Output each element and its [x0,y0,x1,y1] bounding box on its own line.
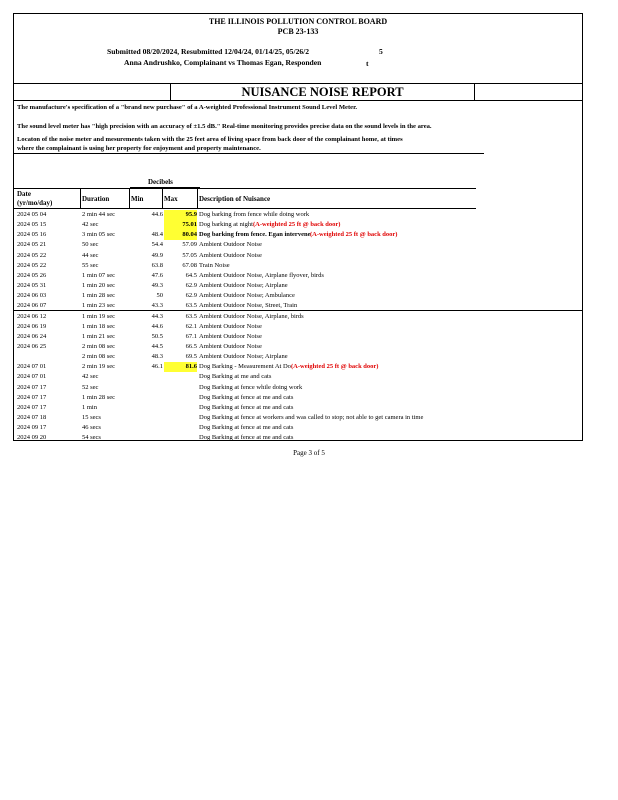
cell-max: 67.08 [182,261,197,269]
col-header-duration: Duration [82,195,110,203]
cell-date: 2024 05 22 [17,251,47,259]
cell-max: 80.04 [164,230,197,240]
cell-duration: 1 min 20 sec [82,282,116,290]
cell-description: Ambient Outdoor Noise, Street, Train [199,302,298,310]
cell-date: 2024 05 15 [17,221,47,229]
report-title: NUISANCE NOISE REPORT [170,83,475,100]
cell-max: 57.05 [182,251,197,259]
cell-duration: 54 secs [82,434,101,442]
cell-date: 2024 05 22 [17,261,47,269]
cell-min: 50 [156,292,163,300]
cell-duration: 2 min 08 sec [82,342,116,350]
cell-description: Dog Barking at fence while doing work [199,383,303,391]
cell-duration: 2 min 08 sec [82,353,116,361]
cell-description: Dog Barking at fence at me and cats [199,393,294,401]
col-header-description: Description of Nuisance [199,195,271,203]
cell-measurement-note: (A-weighted 25 ft @ back door) [253,221,341,229]
report-frame [13,13,583,441]
cell-duration: 55 sec [82,261,99,269]
cell-description: Dog Barking at me and cats [199,373,272,381]
cell-date: 2024 05 16 [17,231,47,239]
table-header-rule [14,208,476,209]
cell-description: Dog Barking at fence at workers and was called to stop; not able to get camera in time [199,414,424,421]
col-divider-2 [129,188,130,208]
cell-date: 2024 05 04 [17,211,47,218]
cell-description: Ambient Outdoor Noise; Ambulance [199,292,295,300]
cell-min: 47.6 [151,271,163,279]
cell-duration: 1 min 19 sec [82,312,116,320]
cell-date: 2024 06 03 [17,292,47,300]
cell-max: 57.09 [182,241,197,249]
cell-duration: 42 sec [82,221,99,229]
cell-date: 2024 07 18 [17,414,47,421]
cell-max: 67.1 [185,332,197,340]
cell-date: 2024 07 01 [17,363,47,371]
cell-date: 2024 06 24 [17,332,47,340]
col-header-date: Date [17,190,31,198]
col-header-max: Max [164,195,178,203]
submission-dates: Submitted 08/20/2024, Resubmitted 12/04/24, 01/14/25, 05/26/2 [107,47,310,56]
cell-max: 63.5 [185,312,197,320]
cell-min: 49.3 [151,282,163,290]
cell-min: 63.8 [151,261,163,269]
cell-description: Dog Barking at fence at me and cats [199,424,294,432]
cell-date: 2024 05 21 [17,241,47,249]
cell-duration: 1 min 07 sec [82,271,116,279]
cell-min: 44.3 [151,312,163,320]
cell-date: 2024 07 17 [17,383,47,391]
cell-description: Ambient Outdoor Noise [199,322,262,330]
paragraph-location-cont: where the complainant is using her property for enjoyment and property maintenance. [17,145,261,152]
cell-description: Dog barking from fence. Egan intervene [199,231,311,239]
cell-date: 2024 06 19 [17,322,47,330]
case-number: PCB 23-133 [277,27,319,36]
cell-max: 75.01 [164,220,197,230]
paragraph-location: Locaton of the noise meter and mesurements taken with the 25 feet area of living space from back door of the complainant home, at times [17,136,403,143]
cell-description: Dog barking from fence while doing work [199,211,310,218]
page-footer: Page 3 of 5 [293,449,325,457]
cell-min: 44.6 [151,211,163,218]
cell-description: Ambient Outdoor Noise, Airplane, birds [199,312,304,320]
paragraph-meter-accuracy: The sound level meter has "high precision with an accuracy of ±1.5 dB." Real-time monitoring provides precise data on the sound levels in the area. [17,123,432,130]
cell-description: Dog Barking at fence at me and cats [199,403,294,411]
cell-date: 2024 07 17 [17,403,47,411]
cell-min: 46.1 [151,363,163,371]
col-header-date-format: (yr/mo/day) [17,199,53,207]
cell-duration: 1 min 28 sec [82,292,116,300]
cell-duration: 1 min 18 sec [82,322,116,330]
cell-duration: 2 min 19 sec [82,363,116,371]
cell-description: Ambient Outdoor Noise, Airplane flyover, birds [199,271,324,279]
submission-dates-tail: 5 [379,47,383,56]
cell-duration: 2 min 44 sec [82,211,116,218]
cell-max: 69.5 [185,353,197,361]
cell-description: Ambient Outdoor Noise [199,251,262,259]
col-divider-3 [162,188,163,208]
cell-date: 2024 05 26 [17,271,47,279]
cell-duration: 46 secs [82,424,101,432]
cell-min: 44.6 [151,322,163,330]
board-name: THE ILLINOIS POLLUTION CONTROL BOARD [208,17,388,26]
col-divider-4 [197,188,198,208]
cell-max: 64.5 [185,271,197,279]
cell-description: Ambient Outdoor Noise [199,241,262,249]
decibels-group-header: Decibels [148,178,173,186]
cell-max: 62.1 [185,322,197,330]
cell-date: 2024 06 07 [17,302,47,310]
cell-description: Ambient Outdoor Noise; Airplane [199,282,288,290]
cell-duration: 1 min 23 sec [82,302,116,310]
cell-measurement-note: (A-weighted 25 ft @ back door) [310,231,398,239]
cell-min: 43.3 [151,302,163,310]
cell-max: 81.6 [164,362,197,372]
cell-max: 63.5 [185,302,197,310]
cell-min: 50.5 [151,332,163,340]
cell-min: 48.4 [151,231,163,239]
cell-max: 66.5 [185,342,197,350]
cell-duration: 1 min 21 sec [82,332,116,340]
cell-max: 62.9 [185,282,197,290]
cell-duration: 42 sec [82,373,99,381]
cell-date: 2024 07 01 [17,373,47,381]
cell-date: 2024 07 17 [17,393,47,401]
cell-duration: 1 min 28 sec [82,393,116,401]
row-group-divider [14,310,582,311]
col-divider-1 [80,188,81,208]
cell-description: Dog Barking - Measurement At Do [199,363,291,371]
cell-date: 2024 09 17 [17,424,47,432]
cell-min: 48.3 [151,353,163,361]
cell-description: Ambient Outdoor Noise [199,342,262,350]
cell-max: 95.9 [164,210,197,220]
cell-max: 62.9 [185,292,197,300]
col-header-min: Min [131,195,144,203]
cell-description: Ambient Outdoor Noise; Airplane [199,353,288,361]
case-parties: Anna Andrushko, Complainant vs Thomas Egan, Responden [124,58,322,67]
cell-description: Ambient Outdoor Noise [199,332,262,340]
cell-min: 49.9 [151,251,163,259]
cell-date: 2024 06 12 [17,312,47,320]
cell-description: Dog Barking at fence at me and cats [199,434,294,442]
cell-description: Train Noise [199,261,230,269]
cell-min: 44.5 [151,342,163,350]
cell-date: 2024 06 25 [17,342,47,350]
cell-duration: 52 sec [82,383,99,391]
cell-duration: 50 sec [82,241,99,249]
cell-date: 2024 09 20 [17,434,47,442]
title-divider [14,100,582,101]
cell-description: Dog barking at night [199,221,253,229]
paragraph-divider [14,153,484,154]
cell-min: 54.4 [151,241,163,249]
cell-duration: 15 secs [82,414,101,421]
paragraph-meter-spec: The manufacture's specification of a "brand new purchase" of a A-weighted Professional Instrument Sound Level Meter. [17,104,358,111]
cell-duration: 1 min [82,403,97,411]
cell-measurement-note: (A-weighted 25 ft @ back door) [291,363,379,371]
cell-duration: 3 min 05 sec [82,231,116,239]
case-parties-tail: t [366,59,369,68]
cell-duration: 44 sec [82,251,99,259]
cell-date: 2024 05 31 [17,282,47,290]
table-top-rule [14,188,476,189]
